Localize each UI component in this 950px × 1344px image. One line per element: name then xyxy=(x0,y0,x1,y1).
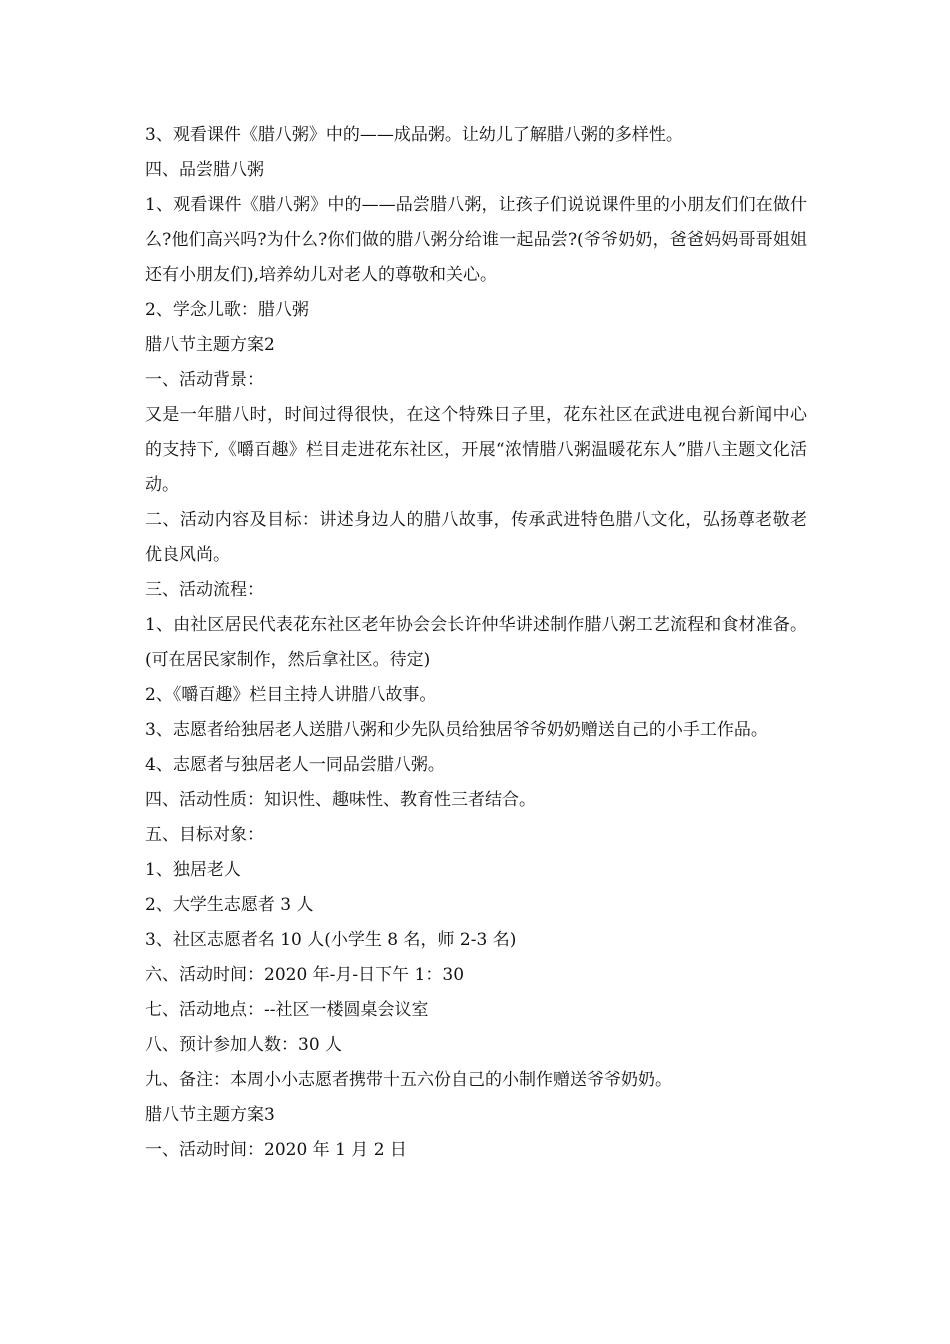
list-item: 2、大学生志愿者 3 人 xyxy=(145,895,314,915)
list-item: 3、社区志愿者名 10 人(小学生 8 名，师 2-3 名) xyxy=(145,930,517,950)
section-heading: 一、活动背景： xyxy=(145,370,264,390)
paragraph: 八、预计参加人数：30 人 xyxy=(145,1035,343,1055)
paragraph: 3、观看课件《腊八粥》中的——成品粥。让幼儿了解腊八粥的多样性。 xyxy=(145,125,683,145)
plan-title: 腊八节主题方案2 xyxy=(145,335,275,355)
paragraph: 又是一年腊八时，时间过得很快，在这个特殊日子里，花东社区在武进电视台新闻中心的支持下,《嚼百趣》栏目走进花东社区，开展“浓情腊八粥温暖花东人”腊八主题文化活动。 xyxy=(145,405,807,495)
paragraph: 一、活动时间：2020 年 1 月 2 日 xyxy=(145,1140,407,1160)
paragraph: 九、备注：本周小小志愿者携带十五六份自己的小制作赠送爷爷奶奶。 xyxy=(145,1070,672,1090)
paragraph: 1、由社区居民代表花东社区老年协会会长许仲华讲述制作腊八粥工艺流程和食材准备。(可在居民家制作，然后拿社区。待定) xyxy=(145,615,807,670)
paragraph: 3、志愿者给独居老人送腊八粥和少先队员给独居爷爷奶奶赠送自己的小手工作品。 xyxy=(145,720,768,740)
paragraph: 六、活动时间：2020 年-月-日下午 1：30 xyxy=(145,965,465,985)
paragraph: 四、活动性质：知识性、趣味性、教育性三者结合。 xyxy=(145,790,536,810)
paragraph: 4、志愿者与独居老人一同品尝腊八粥。 xyxy=(145,755,445,775)
list-item: 1、独居老人 xyxy=(145,860,241,880)
paragraph: 1、观看课件《腊八粥》中的——品尝腊八粥，让孩子们说说课件里的小朋友们们在做什么?他们高兴吗?为什么?你们做的腊八粥分给谁一起品尝?(爷爷奶奶，爸爸妈妈哥哥姐姐还有小朋友们),培养幼儿对老人的尊敬和关心。 xyxy=(145,195,807,285)
paragraph: 2、《嚼百趣》栏目主持人讲腊八故事。 xyxy=(145,685,437,705)
plan-title: 腊八节主题方案3 xyxy=(145,1105,275,1125)
section-heading: 五、目标对象： xyxy=(145,825,264,845)
paragraph: 2、学念儿歌：腊八粥 xyxy=(145,300,309,320)
paragraph: 七、活动地点：--社区一楼圆桌会议室 xyxy=(145,1000,429,1020)
paragraph: 二、活动内容及目标：讲述身边人的腊八故事，传承武进特色腊八文化，弘扬尊老敬老优良风尚。 xyxy=(145,510,807,565)
section-heading: 三、活动流程： xyxy=(145,580,264,600)
document-body xyxy=(145,118,807,1168)
section-heading: 四、品尝腊八粥 xyxy=(145,160,264,180)
